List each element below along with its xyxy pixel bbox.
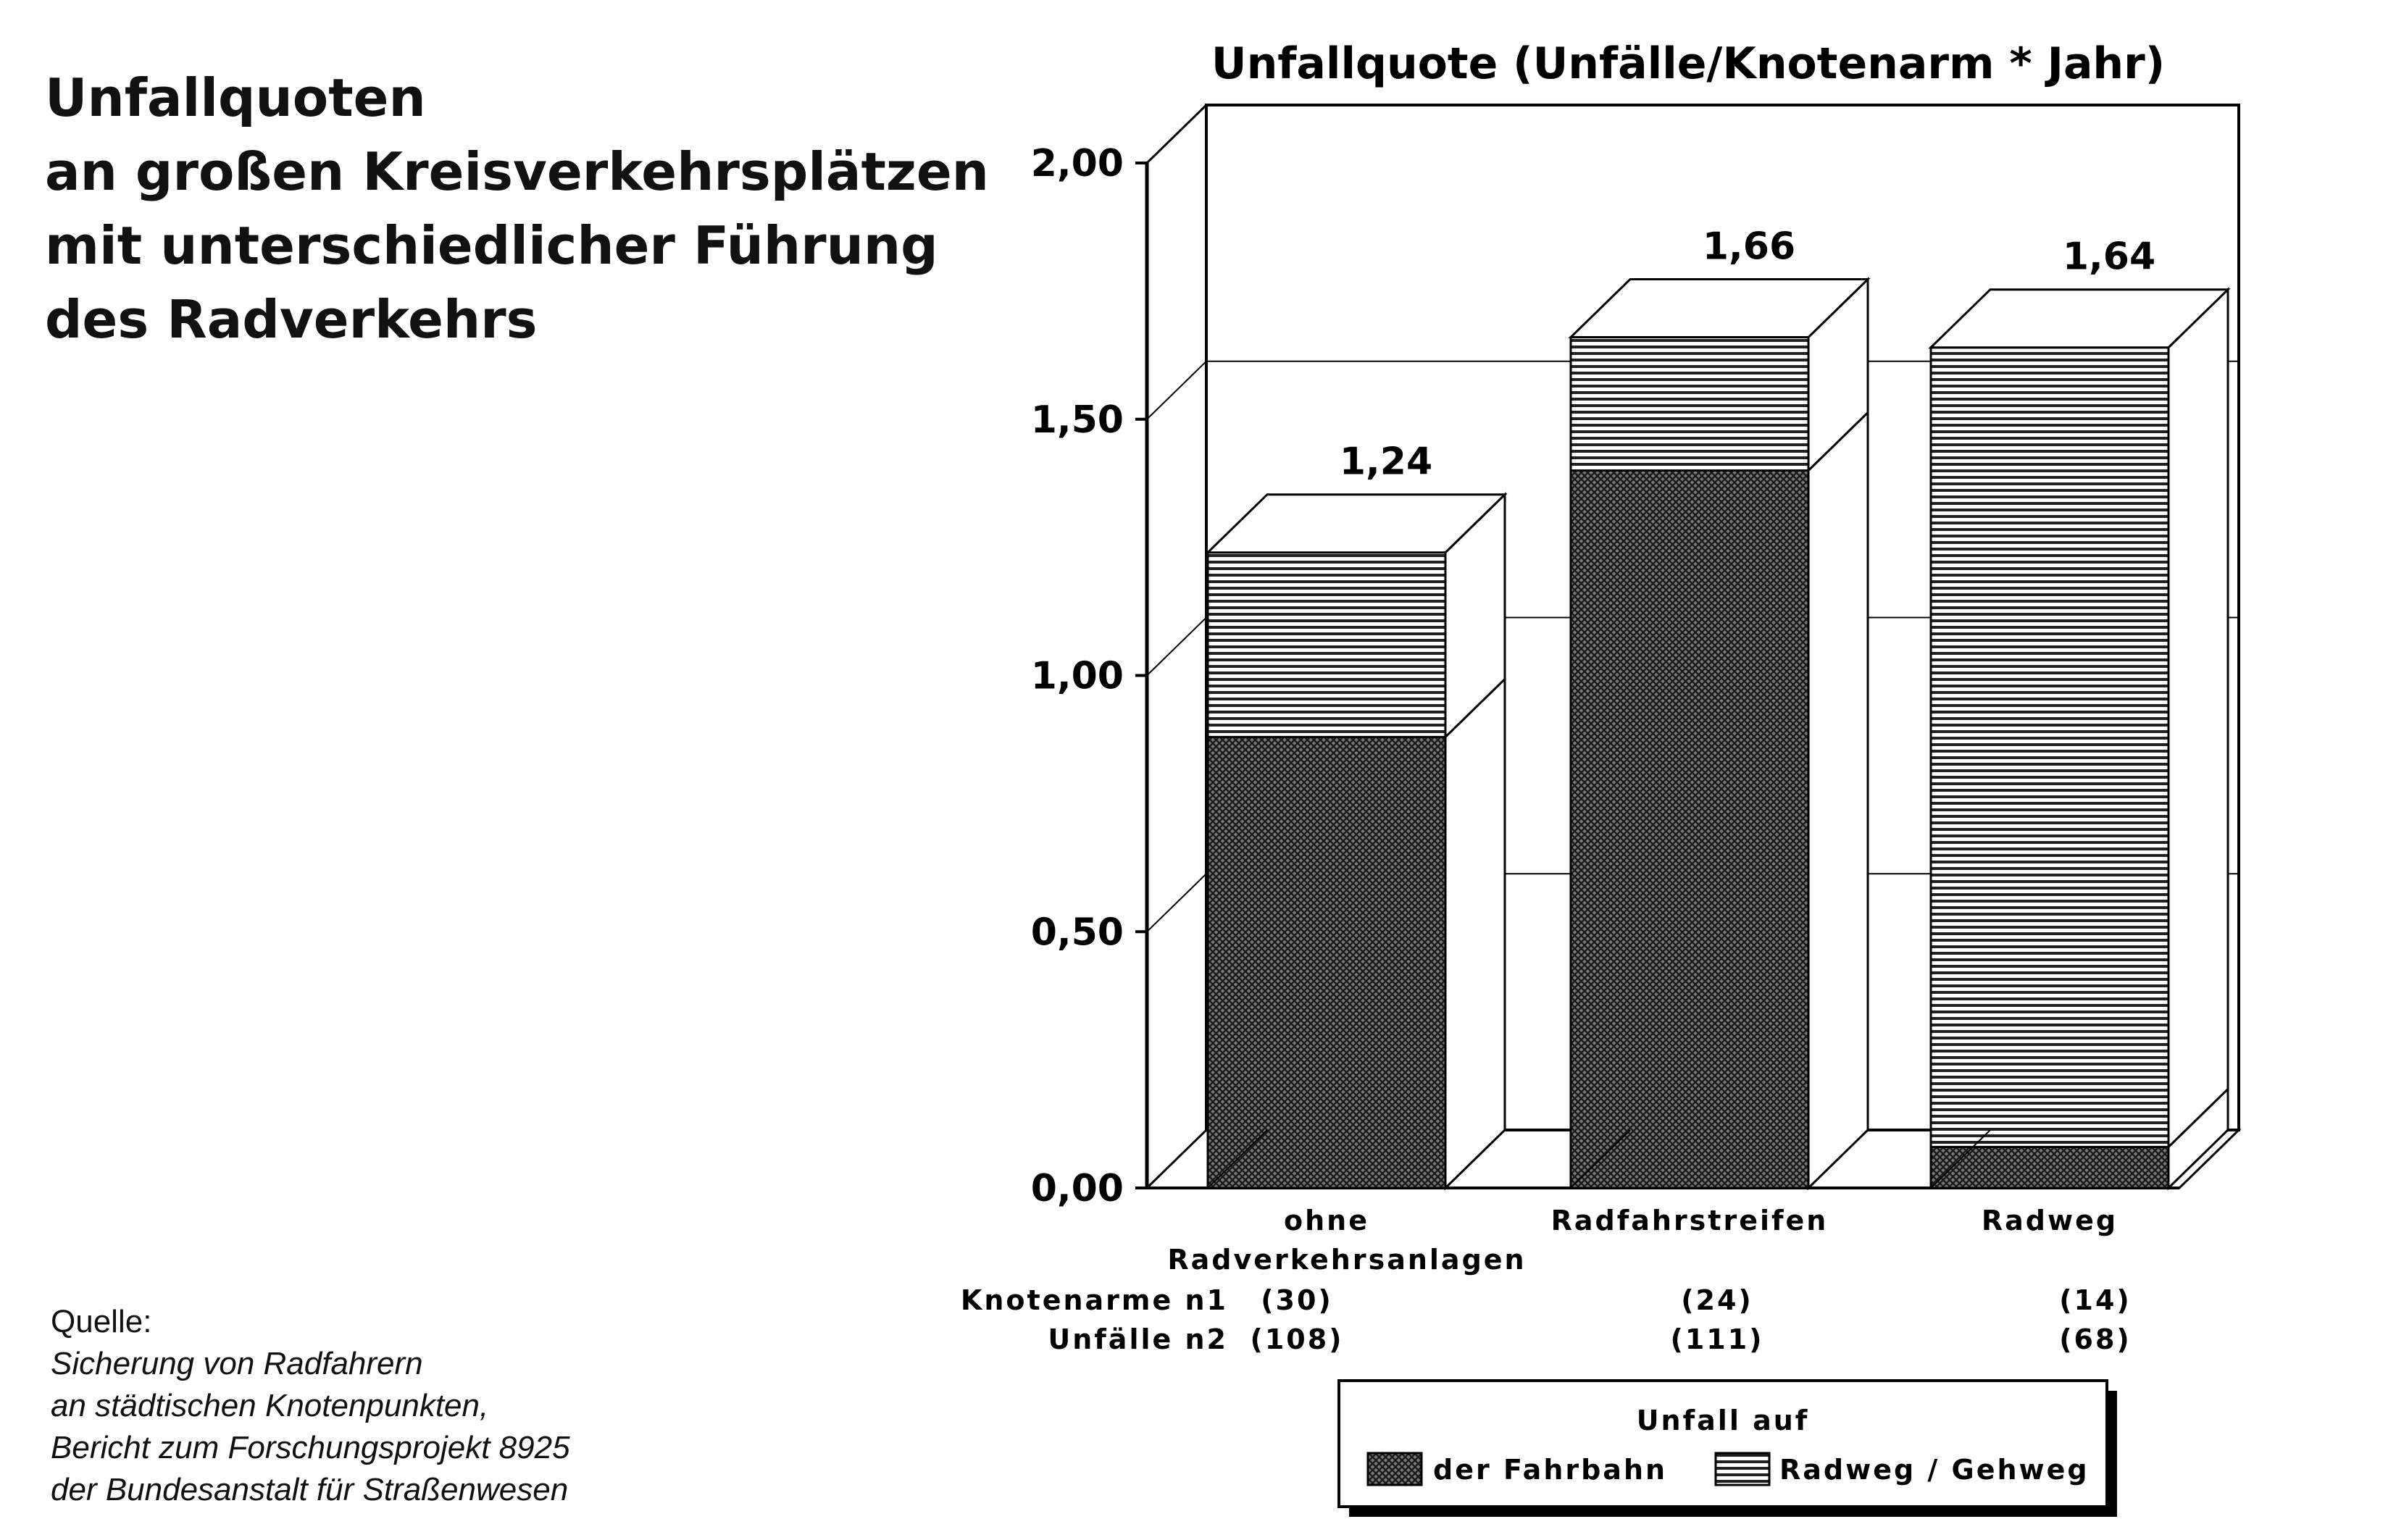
count-value: (30) <box>1261 1284 1333 1316</box>
count-row-label: Knotenarme n1 <box>960 1284 1228 1316</box>
chart-bars <box>1208 280 2228 1188</box>
source-line-4: der Bundesanstalt für Straßenwesen <box>51 1472 569 1507</box>
legend-title: Unfall auf <box>1636 1405 1810 1436</box>
count-value: (24) <box>1681 1284 1753 1316</box>
bar-total-label: 1,24 <box>1339 440 1433 484</box>
source-line-2: an städtischen Knotenpunkten, <box>51 1388 489 1423</box>
y-tick-label: 1,00 <box>1030 654 1124 698</box>
legend-label-fahrbahn: der Fahrbahn <box>1433 1454 1668 1486</box>
y-tick-label: 0,00 <box>1030 1167 1124 1210</box>
bar-segment-radweg <box>1208 553 1445 737</box>
headline-line-2: an großen Kreisverkehrsplätzen <box>45 141 989 202</box>
gridline-side <box>1147 618 1206 676</box>
count-value: (108) <box>1250 1323 1344 1355</box>
bar-side-face <box>2168 290 2228 1147</box>
count-value: (14) <box>2059 1284 2132 1316</box>
source-line-3: Bericht zum Forschungsprojekt 8925 <box>51 1430 570 1465</box>
x-category-label: Radfahrstreifen <box>1550 1205 1829 1236</box>
bar-side-face <box>1445 679 1505 1188</box>
y-tick-label: 2,00 <box>1030 142 1124 185</box>
count-value: (111) <box>1670 1323 1764 1355</box>
gridline-side <box>1147 874 1206 932</box>
count-value: (68) <box>2059 1323 2132 1355</box>
bar-side-face <box>1808 413 1868 1189</box>
y-tick-label: 0,50 <box>1030 911 1124 955</box>
headline-line-3: mit unterschiedlicher Führung <box>45 215 938 276</box>
gridline-side <box>1147 361 1206 419</box>
x-category-label: Radverkehrsanlagen <box>1167 1244 1527 1276</box>
x-category-label: Radweg <box>1981 1205 2119 1236</box>
bar-segment-radweg <box>1571 338 1808 471</box>
legend-swatch-radweg <box>1716 1453 1769 1485</box>
x-category-label: ohne <box>1284 1205 1369 1236</box>
gridline-side <box>1147 105 1206 163</box>
chart-title: Unfallquote (Unfälle/Knotenarm * Jahr) <box>1211 38 2166 89</box>
y-tick-label: 1,50 <box>1030 398 1124 442</box>
bar-segment-fahrbahn <box>1208 737 1445 1188</box>
legend-swatch-fahrbahn <box>1368 1453 1422 1485</box>
bar-segment-radweg <box>1931 348 2168 1147</box>
source-label: Quelle: <box>51 1304 152 1339</box>
headline-line-4: des Radverkehrs <box>45 289 538 350</box>
bar-total-label: 1,66 <box>1702 225 1796 269</box>
legend-label-radweg: Radweg / Gehweg <box>1779 1454 2090 1486</box>
chart-legend <box>1339 1381 2117 1517</box>
legend-box <box>1339 1381 2107 1507</box>
source-line-1: Sicherung von Radfahrern <box>51 1346 423 1381</box>
count-row-label: Unfälle n2 <box>1048 1323 1228 1355</box>
bar-total-label: 1,64 <box>2062 235 2156 279</box>
headline-line-1: Unfallquoten <box>45 67 426 128</box>
bar-segment-fahrbahn <box>1571 471 1808 1189</box>
